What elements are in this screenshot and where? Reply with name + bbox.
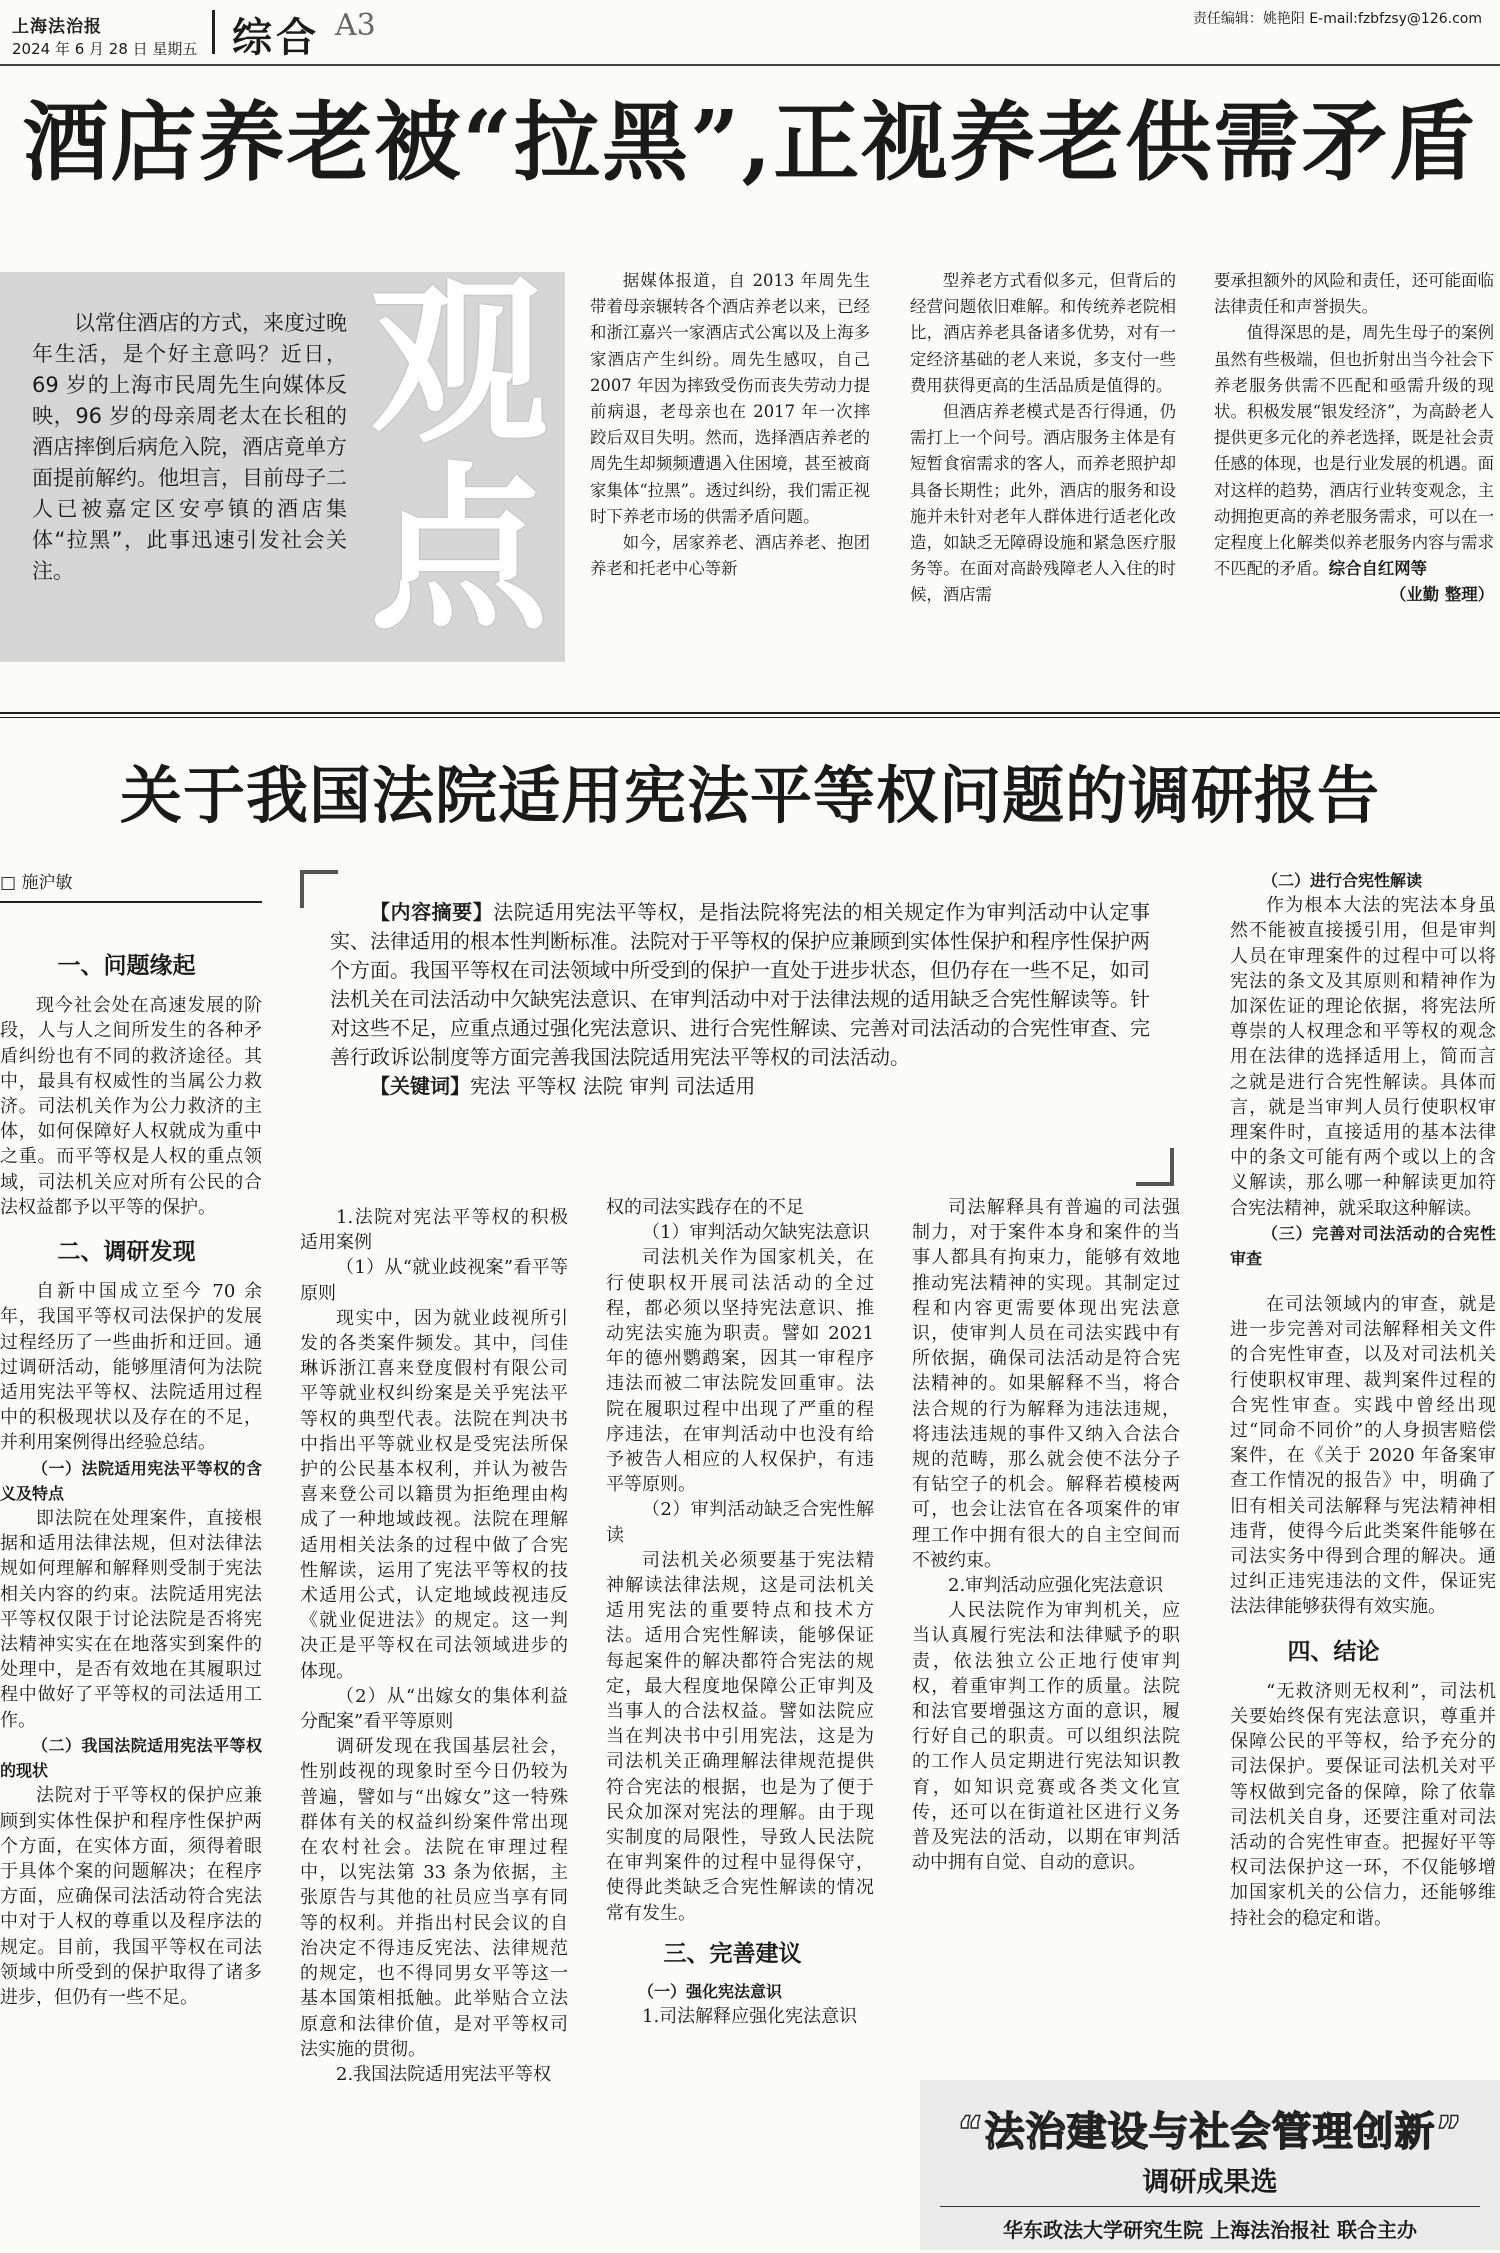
report-paragraph: 司法解释具有普遍的司法强制力，对于案件本身和案件的当事人都具有拘束力，能够有效地推动宪法精神的实现。其制定过程和内容更需要体现出宪法意识，使审判人员在司法实践中有所依据，确保司法活动是符合宪法精神的。如果解释不当，将合法合规的行为解释为违法违规，将违法违规的事件又纳入合法合规的范畴，那么就会使不法分子有钻空子的机会。解释若模棱两可，也会让法官在各项案件的审理工作中拥有很大的自主空间而不被约束。 bbox=[912, 1197, 1180, 1571]
issue-date: 2024 年 6 月 28 日 星期五 bbox=[12, 40, 198, 58]
article1-text: 值得深思的是，周先生母子的案例虽然有些极端，但也折射出当今社会下养老服务供需不匹配和亟需升级的现状。积极发展“银发经济”，为高龄老人提供更多元化的养老选择，既是社会责任感的体现，也是行业发展的机遇。面对这样的趋势，酒店行业转变观念，主动拥抱更高的养老服务需求，可以在一定程度上化解类似养老服务内容与需求不匹配的矛盾。 bbox=[1214, 323, 1494, 579]
report-paragraph: 司法机关必须要基于宪法精神解读法律法规，这是司法机关适用宪法的重要特点和技术方法。适用合宪性解读，能够保证每起案件的解决都符合宪法的规定，最大程度地保障公正审判及当事人的合法权益。譬如法院应当在判决书中引用宪法，这是为司法机关正确理解法律规范提供符合宪法的根据，也是为了便于民众加深对宪法的理解。由于现实制度的局限性，导致人民法院在审判案件的过程中显得保守，使得此类缺乏合宪性解读的情况常有发生。 bbox=[606, 1549, 874, 1924]
masthead bbox=[0, 0, 1500, 66]
report-column-middle-1 bbox=[300, 1205, 568, 2087]
keywords-content: 宪法 平等权 法院 审判 司法适用 bbox=[470, 1074, 756, 1098]
series-banner bbox=[920, 2080, 1500, 2250]
abstract-box bbox=[300, 870, 1174, 1186]
section-name: 综合 bbox=[232, 14, 320, 61]
subsection-heading: （1）从“就业歧视案”看平等原则 bbox=[300, 1257, 568, 1304]
subsection-heading: 权的司法实践存在的不足 bbox=[606, 1197, 804, 1218]
subsection-heading: （2）审判活动缺乏合宪性解读 bbox=[606, 1499, 874, 1546]
report-paragraph: 现今社会处在高速发展的阶段，人与人之间所发生的各种矛盾纠纷也有不同的救济途径。其中，最具有权威性的当属公力救济。司法机关作为公力救济的主体，如何保障好人权就成为重中之重。而平等权是人权的重点领域，司法机关应对所有公民的合法权益都予以平等的保护。 bbox=[0, 995, 262, 1218]
article1-column-2 bbox=[910, 268, 1176, 609]
subsection-heading: （三）完善对司法活动的合宪性审查 bbox=[1230, 1223, 1496, 1269]
section-heading: 四、结论 bbox=[1287, 1638, 1380, 1665]
report-paragraph: 在司法领域内的审查，就是进一步完善对司法解释相关文件的合宪性审查，以及对司法机关行使职权审理、裁判案件过程的合宪性审查。实践中曾经出现过“同命不同价”的人身损害赔偿案件，在《关于 2020 年备案审查工作情况的报告》中，明确了旧有相关司法解释与宪法精神相违背，使得今后此类案件能够在司法实务中得到合理的解决。通过纠正违宪违法的文件，保证宪法法律能够获得有效实施。 bbox=[1230, 1294, 1496, 1618]
paper-logo: 上海法治报 bbox=[12, 17, 102, 37]
section-heading: 一、问题缘起 bbox=[57, 953, 196, 979]
report-paragraph: 作为根本大法的宪法本身虽然不能被直接援引用，但是审判人员在审理案件的过程中可以将宪法的条文及其原则和精神作为加深佐证的理论依据，将宪法所尊崇的人权理念和平等权的观念用在法律的选择适用上，简而言之就是进行合宪性解读。具体而言，就是当审判人员行使职权审理案件时，直接适用的基本法律中的条文可能有两个或以上的含义解读，那么哪一种解读更加符合宪法精神，就采取这种解读。 bbox=[1230, 895, 1496, 1219]
report-paragraph: “无救济则无权利”，司法机关要始终保有宪法意识，尊重并保障公民的平等权，给予充分的司法保护。要保证司法机关对平等权做到完备的保障，除了依靠司法机关自身，还要注重对司法活动的合宪性审查。把握好平等权司法保护这一环，不仅能够增加国家机关的公信力，还能够维持社会的稳定和谐。 bbox=[1230, 1680, 1496, 1929]
article1-paragraph: 但酒店养老模式是否行得通，仍需打上一个问号。酒店服务主体是有短暂食宿需求的客人，而养老照护却具备长期性；此外，酒店的服务和设施并未针对老年人群体进行适老化改造，如缺乏无障碍设施和紧急医疗服务等。在面对高龄残障老人入住的时候，酒店需 bbox=[910, 402, 1176, 605]
subsection-heading: 2.审判活动应强化宪法意识 bbox=[948, 1575, 1164, 1597]
report-column-left bbox=[0, 940, 262, 2010]
subsection-heading: （一）强化宪法意识 bbox=[638, 1982, 783, 2002]
subsection-heading: （二）进行合宪性解读 bbox=[1262, 871, 1423, 890]
opinion-intro-text bbox=[32, 308, 347, 587]
report-paragraph: 自新中国成立至今 70 余年，我国平等权司法保护的发展过程经历了一些曲折和迂回。通过调研活动，能够厘清何为法院适用宪法平等权、法院适用过程中的积极现状以及存在的不足，并利用案例得出经验总结。 bbox=[0, 1281, 262, 1454]
section-divider bbox=[0, 712, 1500, 718]
report-column-right-top bbox=[1230, 868, 1496, 1271]
section-heading: 二、调研发现 bbox=[57, 1239, 196, 1266]
report-paragraph: 法院对于平等权的保护应兼顾到实体性保护和程序性保护两个方面，在实体方面，须得着眼于具体个案的问题解决；在程序方面，应确保司法活动符合宪法中对于人权的尊重以及程序法的规定。目前，我国平等权在司法领域中所受到的保护取得了诸多进步，但仍有一些不足。 bbox=[0, 1785, 262, 2008]
subsection-heading: （一）法院适用宪法平等权的含义及特点 bbox=[0, 1458, 262, 1503]
abstract-content: 法院适用宪法平等权，是指法院将宪法的相关规定作为审判活动中认定事实、法律适用的根本性判断标准。法院对于平等权的保护应兼顾到实体性保护和程序性保护两个方面。我国平等权在司法领域中所受到的保护一直处于进步状态，但仍存在一些不足，如司法机关在司法活动中欠缺宪法意识、在审判活动中对于法律法规的适用缺乏合宪性解读等。针对这些不足，应重点通过强化宪法意识、进行合宪性解读、完善对司法活动的合宪性审查、完善行政诉讼制度等方面完善我国法院适用宪法平等权的司法活动。 bbox=[330, 900, 1151, 1069]
abstract-tag: 【内容摘要】 bbox=[370, 900, 494, 924]
bracket-bottom-right bbox=[1136, 1148, 1174, 1186]
intro-paragraph: 以常住酒店的方式，来度过晚年生活，是个好主意吗？近日，69 岁的上海市民周先生向媒体反映，96 岁的母亲周老太在长租的酒店摔倒后病危入院，酒店竟单方面提前解约。他坦言，目前母子二人已被嘉定区安亭镇的酒店集体“拉黑”，此事迅速引发社会关注。 bbox=[32, 311, 347, 583]
headline-research-report: 关于我国法院适用宪法平等权问题的调研报告 bbox=[119, 759, 1380, 832]
report-paragraph: 调研发现在我国基层社会，性别歧视的现象时至今日仍较为普遍，譬如与“出嫁女”这一特殊群体有关的权益纠纷案件常出现在农村社会。法院在审理过程中，以宪法第 33 条为依据，主张原告与其他的社员应当享有同等的权利。并指出村民会议的自治决定不得违反宪法、法律规范的规定，也不得同男女平等这一基本国策相抵触。此举贴合立法原意和法律价值，是对平等权司法实施的贯彻。 bbox=[300, 1736, 568, 2060]
article1-paragraph: 如今，居家养老、酒店养老、抱团养老和托老中心等新 bbox=[590, 533, 870, 579]
banner-subtitle: 调研成果选 bbox=[1142, 2167, 1278, 2198]
article1-editor: （业勤 整理） bbox=[1389, 585, 1494, 605]
headline-hotel-elderly: 酒店养老被“拉黑”,正视养老供需矛盾 bbox=[22, 92, 1478, 193]
editor-credit: 责任编辑：姚艳阳 E-mail:fzbfzsy@126.com bbox=[1192, 11, 1482, 27]
banner-organizers: 华东政法大学研究生院 上海法治报社 联合主办 bbox=[1003, 2218, 1417, 2242]
author-byline: □ 施沪敏 bbox=[0, 868, 262, 903]
section-heading: 三、完善建议 bbox=[663, 1940, 802, 1967]
page-number: A3 bbox=[335, 8, 376, 43]
report-paragraph: 即法院在处理案件，直接根据和适用法律法规，但对法律法规如何理解和解释则受制于宪法相关内容的约束。法院适用宪法平等权仅限于讨论法院是否将宪法精神实实在在地落实到案件的处理中，是否有效地在其履职过程中做好了平等权的司法适用工作。 bbox=[0, 1508, 262, 1731]
banner-title: “法治建设与社会管理创新” bbox=[957, 2109, 1463, 2155]
subsection-heading: 1.法院对宪法平等权的积极适用案例 bbox=[300, 1207, 568, 1254]
report-paragraph: 人民法院作为审判机关，应当认真履行宪法和法律赋予的职责，依法独立公正地行使审判权，着重审判工作的质量。法院和法官要增强这方面的意识，履行好自己的职责。可以组织法院的工作人员定期进行宪法知识教育，如知识竞赛或各类文化宣传，还可以在街道社区进行义务普及宪法的活动，以期在审判活动中拥有自觉、自动的意识。 bbox=[912, 1600, 1180, 1874]
report-paragraph: 司法机关作为国家机关，在行使职权开展司法活动的全过程，都必须以坚持宪法意识、推动宪法实施为职责。譬如 2021 年的德州鹦鹉案，因其一审程序违法而被二审法院发回重审。法院在履职过程中出现了严重的程序违法，在审判活动中也没有给予被告人相应的人权保护，有违平等原则。 bbox=[606, 1247, 874, 1496]
subsection-heading: 1.司法解释应强化宪法意识 bbox=[642, 2006, 858, 2028]
masthead-divider bbox=[212, 10, 215, 54]
banner-rule bbox=[940, 2206, 1480, 2207]
keywords-tag: 【关键词】 bbox=[370, 1074, 470, 1098]
article1-column-3 bbox=[1214, 268, 1494, 609]
opinion-badge: 观点 bbox=[370, 258, 548, 654]
subsection-heading: （二）我国法院适用宪法平等权的现状 bbox=[0, 1735, 262, 1781]
abstract-text bbox=[330, 898, 1150, 1072]
report-column-middle-2 bbox=[606, 1195, 874, 2030]
article1-paragraph: 型养老方式看似多元，但背后的经营问题依旧难解。和传统养老院相比，酒店养老具备诸多优势，对有一定经济基础的老人来说，多支付一些费用获得更高的生活品质是值得的。 bbox=[910, 271, 1176, 395]
report-column-middle-3 bbox=[912, 1195, 1180, 1875]
subsection-heading: （2）从“出嫁女的集体利益分配案”看平等原则 bbox=[300, 1685, 568, 1733]
report-paragraph: 现实中，因为就业歧视所引发的各类案件频发。其中，闫佳琳诉浙江喜来登度假村有限公司平等就业权纠纷案是关乎宪法平等权的典型代表。法院在判决书中指出平等就业权是受宪法所保护的公民基本权利，并认为被告喜来登公司以籍贯为拒绝理由构成了一种地域歧视。法院在理解适用相关法条的过程中做了合宪性解读，运用了宪法平等权的技术适用公式，认定地域歧视违反《就业促进法》的规定。这一判决正是平等权在司法领域进步的体现。 bbox=[300, 1307, 568, 1682]
subsection-heading: （1）审判活动欠缺宪法意识 bbox=[642, 1222, 870, 1244]
masthead-rule bbox=[0, 64, 1500, 66]
keywords bbox=[330, 1072, 1150, 1101]
subsection-heading: 2.我国法院适用宪法平等权 bbox=[336, 2063, 552, 2085]
article1-source: 综合自红网等 bbox=[1328, 559, 1428, 579]
article1-paragraph: 据媒体报道，自 2013 年周先生带着母亲辗转各个酒店养老以来，已经和浙江嘉兴一家酒店式公寓以及上海多家酒店产生纠纷。周先生感叹，自己 2007 年因为摔致受伤而丧失劳动力提前病退，老母亲也在 2017 年一次摔跤后双目失明。然而，选择酒店养老的周先生却频频遭遇入住困境，甚至被商家集体“拉黑”。透过纠纷，我们需正视时下养老市场的供需矛盾问题。 bbox=[590, 271, 870, 526]
article1-paragraph bbox=[1214, 320, 1494, 582]
article1-paragraph: 要承担额外的风险和责任，还可能面临法律责任和声誉损失。 bbox=[1214, 271, 1494, 317]
article1-column-1 bbox=[590, 268, 870, 582]
report-column-right-bottom bbox=[1230, 1292, 1496, 1931]
